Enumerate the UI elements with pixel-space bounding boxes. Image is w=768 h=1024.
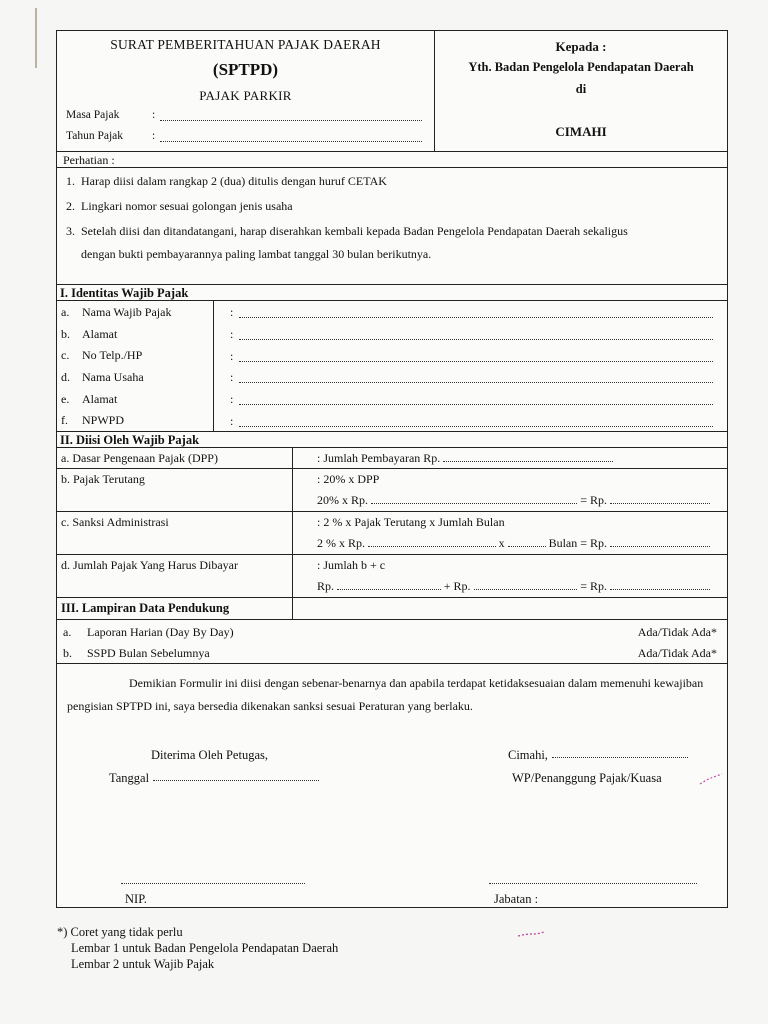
ada-tidak-ada-option[interactable]: Ada/Tidak Ada* xyxy=(637,625,717,639)
sanksi-row xyxy=(57,512,727,555)
lampiran-items xyxy=(57,620,727,664)
colon: : xyxy=(230,392,234,407)
item-letter: f. xyxy=(61,413,68,428)
lampiran-heading-blank xyxy=(293,598,727,619)
item-label: Nama Usaha xyxy=(82,370,144,385)
formula-line[interactable] xyxy=(317,490,713,511)
tanggal-field[interactable] xyxy=(109,771,319,786)
item-letter: c. xyxy=(61,348,70,363)
footnotes xyxy=(57,924,338,972)
fill-blank[interactable] xyxy=(239,307,713,318)
colon: : xyxy=(230,348,234,363)
fill-blank[interactable] xyxy=(239,416,713,427)
section-diisi-heading: II. Diisi Oleh Wajib Pajak xyxy=(57,432,727,448)
item-letter: b. xyxy=(63,646,72,660)
sanksi-value[interactable] xyxy=(293,512,727,554)
item-letter: d. xyxy=(61,370,70,385)
ink-mark xyxy=(516,928,546,940)
fill-blank[interactable] xyxy=(443,451,613,462)
perhatian-notes xyxy=(57,168,727,285)
identitas-labels xyxy=(57,301,214,431)
sptpd-form xyxy=(56,30,728,908)
perhatian-heading: Perhatian : xyxy=(57,152,727,168)
item-letter: a. xyxy=(61,305,70,319)
masa-pajak-blank[interactable] xyxy=(160,109,422,121)
item-letter: b. xyxy=(61,326,70,341)
nama-usaha-field[interactable] xyxy=(230,367,713,389)
formula-text: : 2 % x Pajak Terutang x Jumlah Bulan xyxy=(317,515,505,529)
recipient-block xyxy=(435,31,727,151)
place-date-field[interactable] xyxy=(508,748,688,763)
received-by-label: Diterima Oleh Petugas, xyxy=(151,748,268,762)
formula-text: x xyxy=(498,536,505,550)
pajak-terutang-row xyxy=(57,469,727,512)
identitas-table xyxy=(57,301,727,432)
recipient-city: CIMAHI xyxy=(555,124,607,139)
fill-blank[interactable] xyxy=(552,748,688,758)
tanggal-label: Tanggal xyxy=(109,771,150,785)
item-label: No Telp./HP xyxy=(82,348,143,363)
nip-label: NIP. xyxy=(125,892,147,906)
colon: : xyxy=(152,130,156,142)
item-label: Alamat xyxy=(82,326,118,341)
note-item xyxy=(66,224,717,239)
item-letter: e. xyxy=(61,391,70,406)
footnote: Lembar 2 untuk Wajib Pajak xyxy=(71,957,215,971)
jumlah-pajak-value[interactable] xyxy=(293,555,727,597)
fill-blank[interactable] xyxy=(153,771,319,781)
fill-blank[interactable] xyxy=(239,372,713,383)
note-continuation: dengan bukti pembayarannya paling lambat tanggal 30 bulan berikutnya. xyxy=(81,247,432,261)
tax-type: PAJAK PARKIR xyxy=(199,88,292,103)
identitas-label xyxy=(61,345,213,367)
form-title: SURAT PEMBERITAHUAN PAJAK DAERAH xyxy=(110,37,381,52)
note-item xyxy=(66,174,717,189)
ink-mark xyxy=(698,772,724,786)
form-abbreviation: (SPTPD) xyxy=(212,60,279,79)
recipient-name: Yth. Badan Pengelola Pendapatan Daerah xyxy=(468,60,694,74)
jumlah-pajak-label: d. Jumlah Pajak Yang Harus Dibayar xyxy=(57,555,293,597)
officer-signature-line[interactable] xyxy=(121,883,305,884)
masa-pajak-field[interactable] xyxy=(66,109,422,121)
pajak-terutang-value[interactable] xyxy=(293,469,727,511)
taxpayer-signature-line[interactable] xyxy=(489,883,697,884)
formula-text: Bulan = Rp. xyxy=(548,536,607,550)
fill-blank[interactable] xyxy=(239,329,713,340)
section-identitas-heading: I. Identitas Wajib Pajak xyxy=(57,285,727,301)
fill-blank[interactable] xyxy=(508,536,546,547)
lampiran-item-label xyxy=(63,643,210,664)
item-label: Alamat xyxy=(82,391,118,406)
masa-pajak-label: Masa Pajak xyxy=(66,109,120,121)
formula-text: : 20% x DPP xyxy=(317,472,380,486)
dpp-text: : Jumlah Pembayaran Rp. xyxy=(317,451,441,465)
colon: : xyxy=(230,370,234,385)
tahun-pajak-label: Tahun Pajak xyxy=(66,130,124,142)
item-label: NPWPD xyxy=(82,413,125,428)
form-title-block xyxy=(57,31,435,151)
formula-line[interactable] xyxy=(317,533,713,554)
fill-blank[interactable] xyxy=(371,493,577,504)
colon: : xyxy=(152,109,156,121)
jabatan-label: Jabatan : xyxy=(494,892,539,906)
lampiran-heading: III. Lampiran Data Pendukung xyxy=(57,598,293,619)
form-header xyxy=(57,31,727,152)
item-label: SSPD Bulan Sebelumnya xyxy=(87,646,210,660)
identitas-label xyxy=(61,389,213,411)
formula-text: 20% x Rp. xyxy=(317,493,368,507)
declaration-text: Demikian Formulir ini diisi dengan sebenar-benarnya dan apabila terdapat ketidaksesuaian dalam memenuhi kewajiban pengisian SPTPD ini, saya bersedia dikenakan sanksi sesuai Peraturan yang berlaku. xyxy=(67,676,704,713)
footnote: *) Coret yang tidak perlu xyxy=(57,925,183,939)
lampiran-item xyxy=(63,643,717,664)
fill-blank[interactable] xyxy=(610,579,710,590)
formula-text: = Rp. xyxy=(580,493,607,507)
identitas-values xyxy=(214,301,727,431)
identitas-label xyxy=(61,302,213,324)
alamat-field[interactable] xyxy=(230,324,713,346)
lampiran-heading-row xyxy=(57,598,727,620)
paper-edge xyxy=(35,8,37,68)
fill-blank[interactable] xyxy=(610,536,710,547)
note-text: Setelah diisi dan ditandatangani, harap diserahkan kembali kepada Badan Pengelola Pendapatan Daerah sekaligus xyxy=(81,224,628,238)
place-label: Cimahi, xyxy=(508,748,548,762)
declaration-section xyxy=(57,664,727,907)
telp-field[interactable] xyxy=(230,345,713,367)
note-number: 1. xyxy=(66,174,75,188)
formula-text: = Rp. xyxy=(580,579,608,593)
npwpd-field[interactable] xyxy=(230,410,713,432)
identitas-label xyxy=(61,324,213,346)
colon: : xyxy=(230,413,234,428)
recipient-di: di xyxy=(575,82,587,96)
dpp-row xyxy=(57,448,727,469)
nama-wajib-pajak-field[interactable] xyxy=(230,302,713,324)
note-number: 3. xyxy=(66,224,75,238)
footnote: Lembar 1 untuk Badan Pengelola Pendapatan Daerah xyxy=(71,941,339,955)
jumlah-pajak-row xyxy=(57,555,727,598)
tahun-pajak-field[interactable] xyxy=(66,130,422,142)
formula-text: : Jumlah b + c xyxy=(317,558,386,572)
note-number: 2. xyxy=(66,199,75,213)
sanksi-label: c. Sanksi Administrasi xyxy=(57,512,293,554)
formula-line[interactable] xyxy=(317,576,713,597)
pajak-terutang-label: b. Pajak Terutang xyxy=(57,469,293,511)
identitas-label xyxy=(61,367,213,389)
formula-text: 2 % x Rp. xyxy=(317,536,365,550)
identitas-label xyxy=(61,410,213,432)
colon: : xyxy=(230,305,234,320)
formula-text: + Rp. xyxy=(443,579,471,593)
item-letter: a. xyxy=(63,625,72,639)
colon: : xyxy=(230,327,234,342)
tahun-pajak-blank[interactable] xyxy=(160,130,422,142)
lampiran-item-label xyxy=(63,622,234,643)
dpp-label: a. Dasar Pengenaan Pajak (DPP) xyxy=(57,448,293,468)
formula-text: Rp. xyxy=(317,579,335,593)
fill-blank[interactable] xyxy=(239,394,713,405)
fill-blank[interactable] xyxy=(337,579,441,590)
kepada-label: Kepada : xyxy=(555,39,607,54)
fill-blank[interactable] xyxy=(610,493,710,504)
dpp-value[interactable] xyxy=(293,448,727,468)
lampiran-item xyxy=(63,622,717,643)
note-text: Harap diisi dalam rangkap 2 (dua) ditulis dengan huruf CETAK xyxy=(81,174,387,188)
fill-blank[interactable] xyxy=(474,579,578,590)
item-label: Laporan Harian (Day By Day) xyxy=(87,625,234,639)
taxpayer-signature-label: WP/Penanggung Pajak/Kuasa xyxy=(512,771,662,785)
fill-blank[interactable] xyxy=(368,536,496,547)
item-label: Nama Wajib Pajak xyxy=(82,305,172,319)
note-item xyxy=(66,199,717,214)
fill-blank[interactable] xyxy=(239,351,713,362)
alamat-usaha-field[interactable] xyxy=(230,389,713,411)
ada-tidak-ada-option[interactable]: Ada/Tidak Ada* xyxy=(637,646,717,660)
note-text: Lingkari nomor sesuai golongan jenis usaha xyxy=(81,199,293,213)
